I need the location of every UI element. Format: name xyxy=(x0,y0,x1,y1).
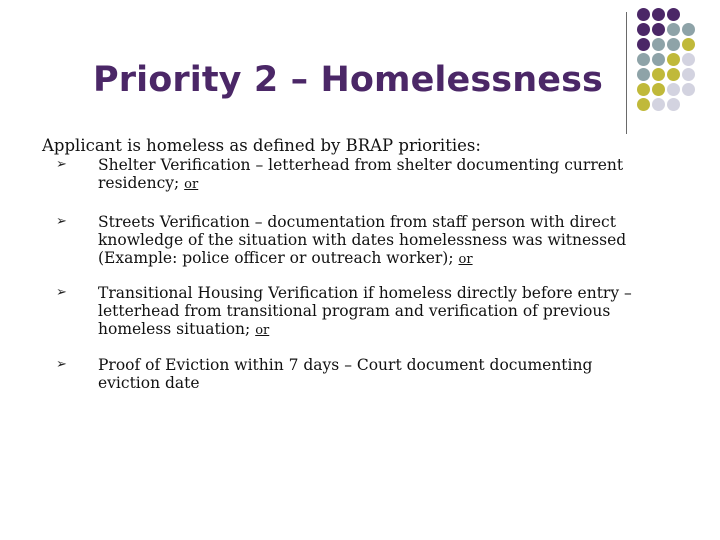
arrow-bullet-icon: ➢ xyxy=(56,285,67,300)
decorative-dot xyxy=(652,83,665,96)
decorative-dot xyxy=(682,68,695,81)
decorative-dot xyxy=(667,83,680,96)
bullet-line: knowledge of the situation with dates homelessness was witnessed xyxy=(98,231,627,249)
bullet-line: (Example: police officer or outreach worker); xyxy=(98,249,454,267)
decorative-dot xyxy=(637,98,650,111)
decorative-dot xyxy=(652,68,665,81)
bullet-line: eviction date xyxy=(98,374,200,392)
decorative-dot xyxy=(652,8,665,21)
intro-text: Applicant is homeless as defined by BRAP priorities: xyxy=(42,136,481,155)
bullet-streets-verification xyxy=(42,213,682,269)
decorative-dot xyxy=(637,83,650,96)
slide-body xyxy=(42,136,682,392)
decorative-dot xyxy=(682,83,695,96)
bullet-line: Shelter Verification – letterhead from shelter documenting current xyxy=(98,156,624,174)
decorative-dot xyxy=(652,53,665,66)
bullet-line: Transitional Housing Verification if homeless directly before entry – xyxy=(98,284,632,302)
or-conjunction: or xyxy=(255,323,270,338)
decorative-dot xyxy=(667,68,680,81)
arrow-bullet-icon: ➢ xyxy=(56,357,67,372)
bullet-transitional-housing xyxy=(42,284,682,340)
decorative-dot xyxy=(652,23,665,36)
decorative-dot xyxy=(637,8,650,21)
decorative-dot xyxy=(667,53,680,66)
decorative-dot xyxy=(637,53,650,66)
or-conjunction: or xyxy=(184,177,199,192)
decorative-dot xyxy=(637,68,650,81)
decorative-dot xyxy=(667,23,680,36)
decorative-dot xyxy=(682,53,695,66)
bullet-shelter-verification xyxy=(42,156,682,194)
bullet-line: homeless situation; xyxy=(98,320,251,338)
decorative-dot xyxy=(652,38,665,51)
decorative-dot xyxy=(682,38,695,51)
decorative-dot xyxy=(667,38,680,51)
title-divider-line xyxy=(626,12,627,134)
decorative-dot xyxy=(637,38,650,51)
or-conjunction: or xyxy=(458,252,473,267)
decorative-dot xyxy=(682,23,695,36)
decorative-dot xyxy=(637,23,650,36)
bullet-proof-of-eviction xyxy=(42,356,682,392)
bullet-line-wrap xyxy=(98,320,682,340)
bullet-line: Proof of Eviction within 7 days – Court document documenting xyxy=(98,356,593,374)
bullet-line: letterhead from transitional program and verification of previous xyxy=(98,302,611,320)
bullet-line-wrap xyxy=(98,249,682,269)
bullet-list xyxy=(42,156,682,392)
decorative-dot xyxy=(667,8,680,21)
decorative-dot xyxy=(652,98,665,111)
bullet-line: Streets Verification – documentation from staff person with direct xyxy=(98,213,616,231)
bullet-line: residency; xyxy=(98,174,180,192)
arrow-bullet-icon: ➢ xyxy=(56,157,67,172)
decorative-dot xyxy=(667,98,680,111)
arrow-bullet-icon: ➢ xyxy=(56,214,67,229)
slide-title: Priority 2 – Homelessness xyxy=(93,60,603,100)
bullet-line-wrap xyxy=(98,174,682,194)
